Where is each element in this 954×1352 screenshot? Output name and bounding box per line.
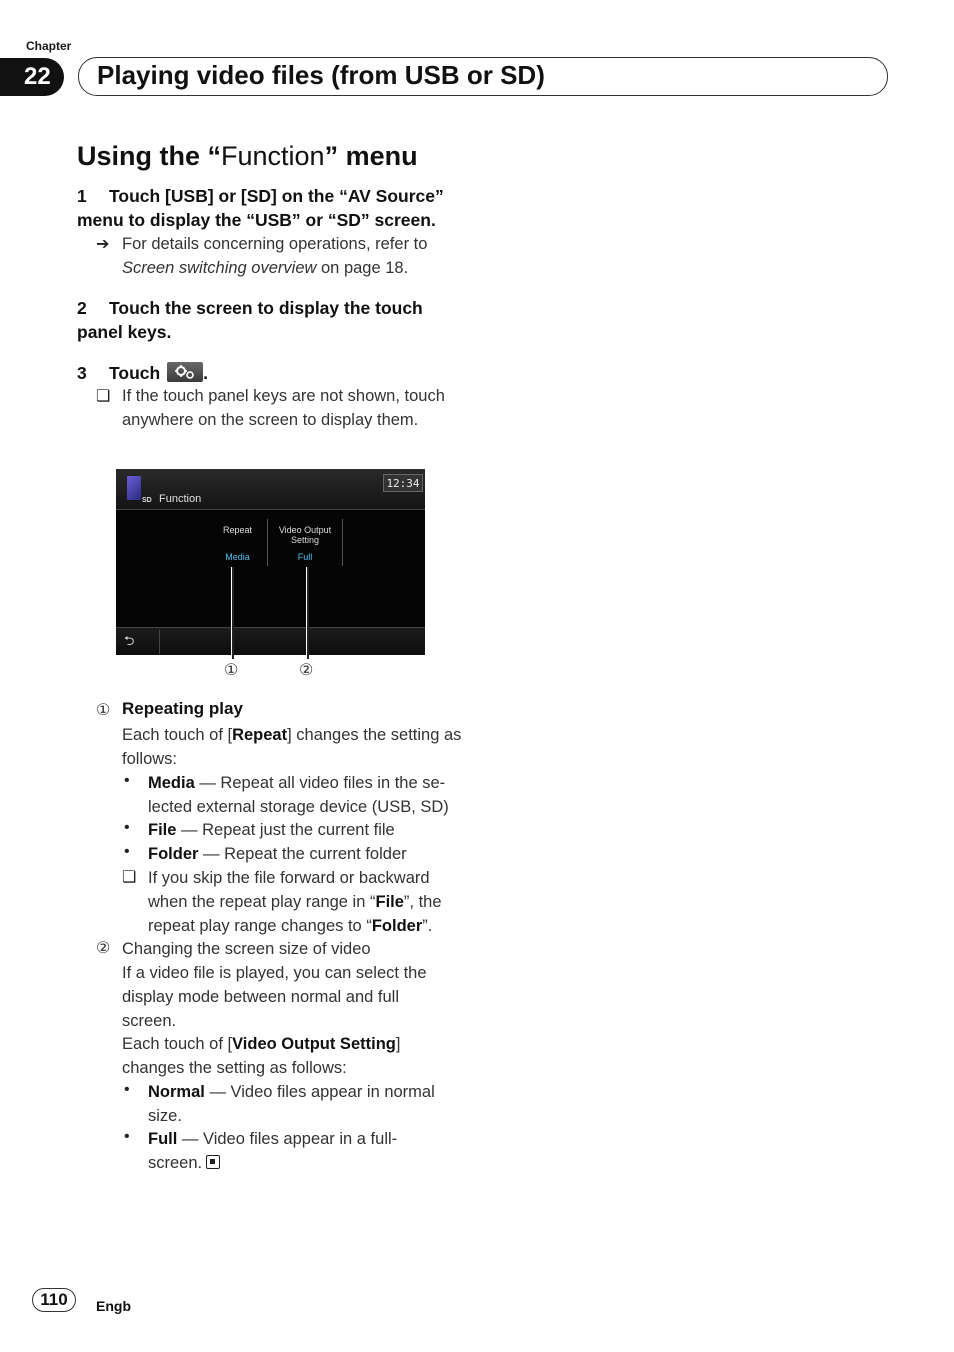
checkbox-note-icon: ❏ bbox=[96, 388, 111, 405]
step-3: 3 Touch . bbox=[77, 363, 208, 383]
bullet: • bbox=[124, 772, 130, 789]
item-1-mark: ① bbox=[96, 702, 111, 719]
item-2-desc-2: Each touch of [Video Output Setting] changes the setting as follows: bbox=[122, 1035, 401, 1077]
section-title: Using the “Function” menu bbox=[77, 141, 418, 171]
callout-2: ② bbox=[299, 662, 314, 679]
item-1-desc: Each touch of [Repeat] changes the setting as follows: bbox=[122, 726, 462, 768]
repeat-button[interactable] bbox=[208, 519, 268, 566]
screen-sd-label: SD bbox=[142, 497, 152, 504]
step-1: 1 Touch [USB] or [SD] on the “AV Source” menu to display the “USB” or “SD” screen. bbox=[77, 186, 444, 230]
step-2: 2 Touch the screen to display the touch panel keys. bbox=[77, 298, 423, 342]
checkbox-note-icon: ❏ bbox=[122, 869, 137, 886]
callout-1: ① bbox=[224, 662, 239, 679]
repeat-button-value: Media bbox=[225, 552, 250, 562]
bullet: • bbox=[124, 1081, 130, 1098]
item-2-title: Changing the screen size of video bbox=[122, 940, 371, 958]
screen-clock: 12:34 bbox=[383, 474, 423, 492]
callout-line-2 bbox=[307, 567, 309, 659]
video-output-label-line2: Setting bbox=[290, 535, 320, 545]
end-of-section-icon bbox=[206, 1155, 220, 1169]
sd-source-icon bbox=[127, 476, 141, 500]
bullet-media: Media — Repeat all video files in the selected external storage device (USB, SD) bbox=[148, 774, 449, 816]
bottom-divider bbox=[159, 630, 160, 654]
repeat-button-label: Repeat bbox=[222, 525, 253, 535]
video-output-label-line1: Video Output bbox=[278, 525, 332, 535]
bullet: • bbox=[124, 843, 130, 860]
arrow-note-icon: ➔ bbox=[96, 236, 110, 253]
bullet-normal: Normal — Video files appear in normal size. bbox=[148, 1083, 435, 1125]
screen-title: Function bbox=[159, 493, 202, 505]
bullet: • bbox=[124, 1128, 130, 1145]
item-2-desc: If a video file is played, you can select the display mode between normal and full screen. bbox=[122, 964, 427, 1030]
language-code: Engb bbox=[96, 1298, 131, 1314]
bullet-file: File — Repeat just the current file bbox=[148, 821, 395, 839]
chapter-title: Playing video files (from USB or SD) bbox=[97, 60, 545, 90]
video-output-button-value: Full bbox=[297, 552, 313, 562]
page-number: 110 bbox=[32, 1288, 76, 1312]
item-1-title: Repeating play bbox=[122, 699, 243, 718]
bullet-full: Full — Video files appear in a full-screen. bbox=[148, 1130, 398, 1172]
video-output-setting-button[interactable] bbox=[268, 519, 343, 566]
step-1-note: For details concerning operations, refer to Screen switching overview on page 18. bbox=[122, 235, 428, 277]
function-menu-screenshot bbox=[116, 469, 425, 655]
repeat-range-note: If you skip the file forward or backward when the repeat play range in “File”, the repeat play range changes to “Folder”. bbox=[148, 869, 442, 935]
step-3-note: If the touch panel keys are not shown, touch anywhere on the screen to display them. bbox=[122, 387, 445, 429]
chapter-number-badge: 22 bbox=[0, 58, 64, 96]
screen-top-bar bbox=[116, 469, 425, 510]
chapter-label: Chapter bbox=[26, 39, 72, 53]
screen-bottom-bar bbox=[116, 627, 425, 655]
callout-line-1 bbox=[232, 567, 234, 659]
settings-gear-icon bbox=[167, 362, 203, 382]
bullet-folder: Folder — Repeat the current folder bbox=[148, 845, 407, 863]
back-icon[interactable]: ⮌ bbox=[124, 633, 135, 648]
bullet: • bbox=[124, 819, 130, 836]
item-2-mark: ② bbox=[96, 940, 111, 957]
